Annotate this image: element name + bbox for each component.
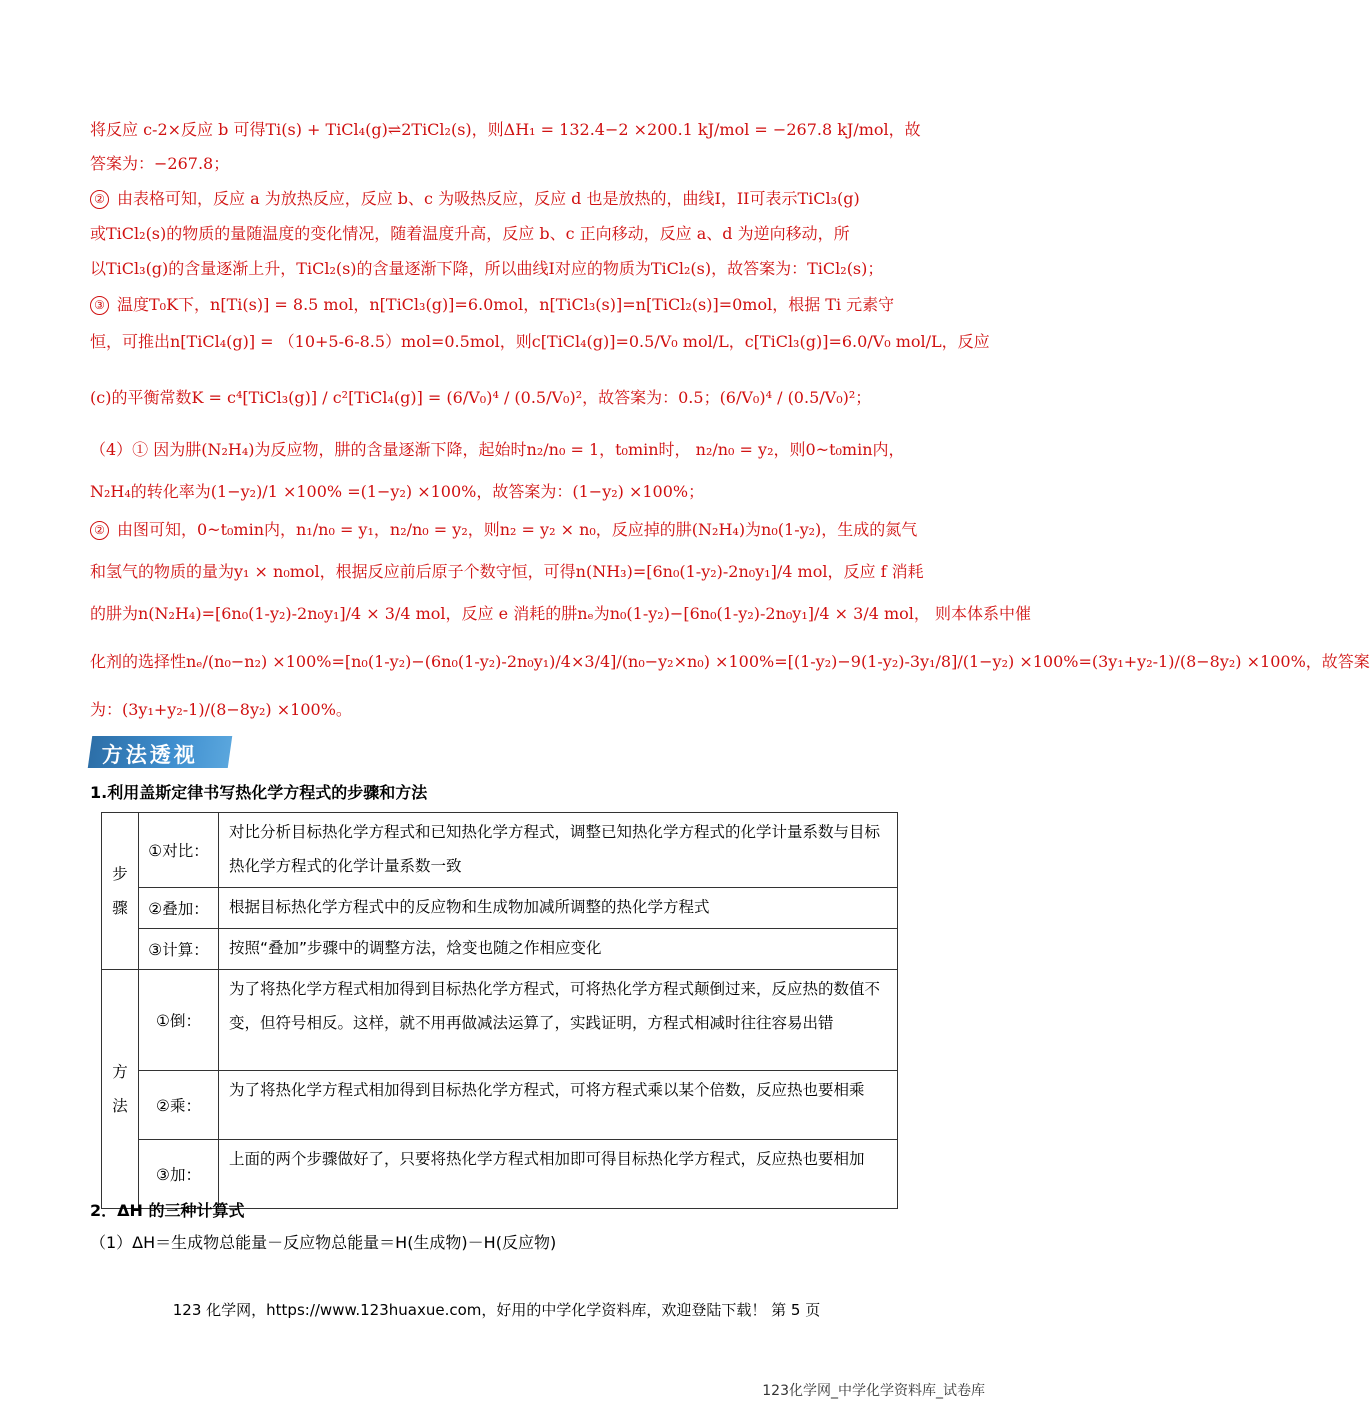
answer-line: 化剂的选择性nₑ/(n₀−n₂) ×100%=[n₀(1-y₂)−(6n₀(1-y₂)-2n₀y₁)/4×3/4]/(n₀−y₂×n₀) ×100%=[(1-y₂)−9(1-y₂)-3y₁/8]/(1−y₂) ×100%=(3y₁+y₂-1)/(8−8y₂) ×100%，故答案 xyxy=(90,652,1370,671)
steps-category-cell xyxy=(102,813,139,970)
answer-line: 或TiCl₂(s)的物质的量随温度的变化情况，随着温度升高，反应 b、c 正向移动，反应 a、d 为逆向移动，所 xyxy=(90,224,850,243)
section2-title: 2．ΔH 的三种计算式 xyxy=(90,1201,245,1220)
methods-category-cell xyxy=(102,970,139,1209)
answer-line: 的肼为n(N₂H₄)=[6n₀(1-y₂)-2n₀y₁]/4 × 3/4 mol，反应 e 消耗的肼nₑ为n₀(1-y₂)−[6n₀(1-y₂)-2n₀y₁]/4 × 3/4 mol， 则本体系中催 xyxy=(90,604,1031,623)
table-row xyxy=(102,929,898,970)
steps-label: 步 骤 xyxy=(112,865,128,917)
step-text-cell: 按照“叠加”步骤中的调整方法，焓变也随之作相应变化 xyxy=(219,929,898,970)
answer-line: 和氢气的物质的量为y₁ × n₀mol，根据反应前后原子个数守恒，可得n(NH₃)=[6n₀(1-y₂)-2n₀y₁]/4 mol，反应 f 消耗 xyxy=(90,562,924,581)
page-footer: 123 化学网，https://www.123huaxue.com，好用的中学化学资料库，欢迎登陆下载！ 第 5 页 xyxy=(172,1301,821,1319)
table-row xyxy=(102,970,898,1071)
table-row xyxy=(102,888,898,929)
answer-line: （4）① 因为肼(N₂H₄)为反应物，肼的含量逐渐下降，起始时n₂/n₀ = 1，t₀min时， n₂/n₀ = y₂，则0~t₀min内， xyxy=(90,440,905,459)
formula-line: （1）ΔH＝生成物总能量－反应物总能量＝H(生成物)－H(反应物) xyxy=(90,1233,557,1252)
step-text-cell: 对比分析目标热化学方程式和已知热化学方程式，调整已知热化学方程式的化学计量系数与目标热化学方程式的化学计量系数一致 xyxy=(219,813,898,888)
answer-line: N₂H₄的转化率为(1−y₂)/1 ×100% =(1−y₂) ×100%，故答案为：(1−y₂) ×100%； xyxy=(90,482,705,501)
answer-line: 恒，可推出n[TiCl₄(g)] = （10+5-6-8.5）mol=0.5mol，则c[TiCl₄(g)]=0.5/V₀ mol/L，c[TiCl₃(g)]=6.0/V₀ mol/L，反应 xyxy=(90,332,990,351)
method-text-cell: 上面的两个步骤做好了，只要将热化学方程式相加即可得目标热化学方程式，反应热也要相加 xyxy=(219,1140,898,1209)
circled-marker: ② xyxy=(90,521,109,540)
method-label-cell: ②乘： xyxy=(139,1071,219,1140)
watermark: 123化学网_中学化学资料库_试卷库 xyxy=(762,1383,985,1399)
method-text-cell: 为了将热化学方程式相加得到目标热化学方程式，可将方程式乘以某个倍数，反应热也要相乘 xyxy=(219,1071,898,1140)
method-label-cell: ①倒： xyxy=(139,970,219,1071)
answer-line: 为：(3y₁+y₂-1)/(8−8y₂) ×100%。 xyxy=(90,700,352,719)
table-row xyxy=(102,813,898,888)
methods-label: 方 法 xyxy=(112,1063,128,1115)
circled-marker: ③ xyxy=(90,296,109,315)
answer-line: ③ 温度T₀K下，n[Ti(s)] = 8.5 mol，n[TiCl₃(g)]=6.0mol，n[TiCl₃(s)]=n[TiCl₂(s)]=0mol，根据 Ti 元素守 xyxy=(90,293,910,317)
answer-line: ② 由表格可知，反应 a 为放热反应，反应 b、c 为吸热反应，反应 d 也是放热的，曲线I，II可表示TiCl₃(g) xyxy=(90,187,910,211)
section1-title: 1.利用盖斯定律书写热化学方程式的步骤和方法 xyxy=(90,783,428,802)
step-text-cell: 根据目标热化学方程式中的反应物和生成物加减所调整的热化学方程式 xyxy=(219,888,898,929)
step-label-cell: ②叠加： xyxy=(139,888,219,929)
section-banner xyxy=(88,736,232,768)
banner-title: 方法透视 xyxy=(101,743,198,767)
table-row xyxy=(102,1071,898,1140)
method-text-cell: 为了将热化学方程式相加得到目标热化学方程式，可将热化学方程式颠倒过来，反应热的数值不变，但符号相反。这样，就不用再做减法运算了，实践证明，方程式相减时往往容易出错 xyxy=(219,970,898,1071)
answer-line: 将反应 c-2×反应 b 可得Ti(s) + TiCl₄(g)⇌2TiCl₂(s)，则ΔH₁ = 132.4−2 ×200.1 kJ/mol = −267.8 kJ/mol，故 xyxy=(90,120,921,139)
method-table xyxy=(101,812,898,1209)
method-label-cell: ③加： xyxy=(139,1140,219,1209)
step-label-cell: ①对比： xyxy=(139,813,219,888)
circled-marker: ② xyxy=(90,190,109,209)
answer-line: ② 由图可知，0~t₀min内，n₁/n₀ = y₁，n₂/n₀ = y₂，则n₂ = y₂ × n₀，反应掉的肼(N₂H₄)为n₀(1-y₂)，生成的氮气 xyxy=(90,518,910,542)
step-label-cell: ③计算： xyxy=(139,929,219,970)
answer-line: (c)的平衡常数K = c⁴[TiCl₃(g)] / c²[TiCl₄(g)] = (6/V₀)⁴ / (0.5/V₀)²，故答案为：0.5；(6/V₀)⁴ / (0.5/V₀)²； xyxy=(90,388,872,407)
answer-line: 以TiCl₃(g)的含量逐渐上升，TiCl₂(s)的含量逐渐下降，所以曲线I对应的物质为TiCl₂(s)，故答案为：TiCl₂(s)； xyxy=(90,259,884,278)
answer-line: 答案为：−267.8； xyxy=(90,154,230,173)
